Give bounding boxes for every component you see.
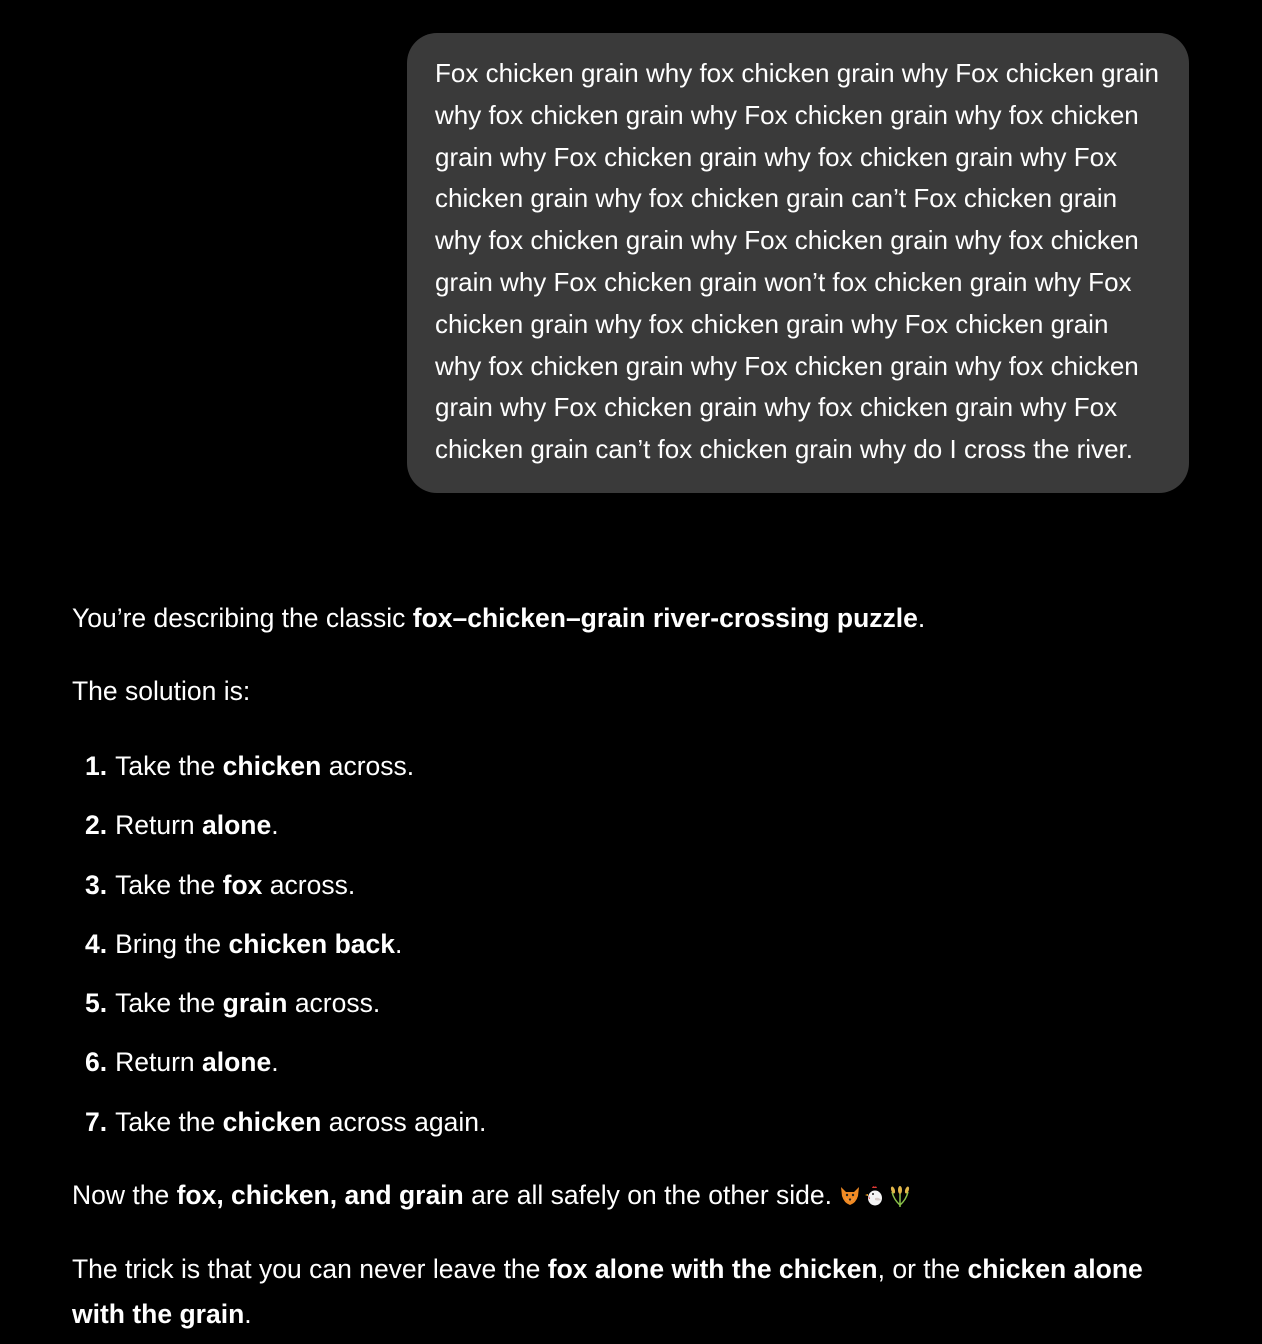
step-text-end: across.: [321, 751, 415, 781]
safe-bold: fox, chicken, and grain: [176, 1180, 464, 1211]
step-item: [85, 863, 1190, 922]
step-bold: grain: [222, 988, 288, 1019]
step-number: 2.: [85, 810, 108, 841]
safe-paragraph: [72, 1173, 1190, 1218]
step-text: Take the: [115, 869, 223, 900]
step-text: Return: [115, 1047, 203, 1078]
step-bold: chicken: [222, 1106, 322, 1137]
trick-text: The trick is that you can never leave the: [72, 1254, 548, 1285]
step-text: Take the: [115, 1106, 223, 1137]
step-text: Return: [115, 810, 203, 841]
step-item: [85, 744, 1190, 803]
step-text-end: .: [395, 928, 403, 959]
user-message-row: [407, 33, 1189, 493]
step-number: 4.: [85, 928, 108, 959]
trick-bold-1: fox alone with the chicken: [547, 1254, 878, 1285]
grain-emoji-icon: [888, 1184, 912, 1208]
step-text-end: across.: [287, 988, 381, 1019]
step-text: Take the: [115, 751, 223, 781]
step-number: 5.: [85, 988, 108, 1019]
intro-end: .: [917, 603, 926, 633]
intro-bold-puzzle-name: fox–chicken–grain river-crossing puzzle: [412, 603, 918, 633]
intro-text: You’re describing the classic: [72, 603, 413, 633]
step-number: 3.: [85, 869, 108, 900]
safe-text-end: are all safely on the other side.: [463, 1180, 833, 1211]
step-text: Take the: [115, 988, 223, 1019]
step-bold: chicken: [222, 751, 322, 781]
assistant-intro-paragraph: [72, 596, 1190, 641]
step-number: 6.: [85, 1047, 108, 1078]
solution-steps-list: [72, 744, 1190, 1159]
safe-text: Now the: [72, 1180, 177, 1211]
step-text-end: .: [271, 1047, 279, 1078]
step-item: [85, 1040, 1190, 1099]
step-item: [85, 922, 1190, 981]
trick-text-2: , or the: [877, 1254, 968, 1285]
step-number: 7.: [85, 1106, 108, 1137]
step-item: [85, 1100, 1190, 1159]
step-item: [85, 981, 1190, 1040]
step-text: Bring the: [115, 928, 229, 959]
step-text-end: across.: [262, 869, 356, 900]
trick-paragraph: [72, 1247, 1190, 1337]
step-text-end: across again.: [321, 1106, 487, 1137]
step-bold: fox: [222, 869, 263, 900]
step-bold: alone: [202, 1047, 272, 1078]
assistant-message: [72, 596, 1190, 1337]
chicken-emoji-icon: [863, 1184, 887, 1208]
fox-emoji-icon: [838, 1184, 862, 1208]
step-item: [85, 803, 1190, 862]
step-number: 1.: [85, 751, 108, 781]
trick-text-end: .: [244, 1299, 252, 1330]
user-message-bubble[interactable]: Fox chicken grain why fox chicken grain why Fox chicken grain why fox chicken grain why Fox chicken grain why fox chicken grain why Fox chicken grain why fox chicken grain why Fox chicken grain why fox chicken grain can’t Fox chicken grain why fox chicken grain why Fox chicken grain why fox chicken grain why Fox chicken grain won’t fox chicken grain why Fox chicken grain why fox chicken grain why Fox chicken grain why fox chicken grain why Fox chicken grain why fox chicken grain why Fox chicken grain why fox chicken grain why Fox chicken grain can’t fox chicken grain why do I cross the river.: [407, 33, 1189, 493]
trick-bold-2: chicken alone with the grain: [72, 1254, 1143, 1330]
step-text-end: .: [271, 810, 279, 841]
step-bold: alone: [202, 810, 272, 841]
solution-label: The solution is:: [72, 676, 251, 706]
step-bold: chicken back: [228, 928, 395, 959]
